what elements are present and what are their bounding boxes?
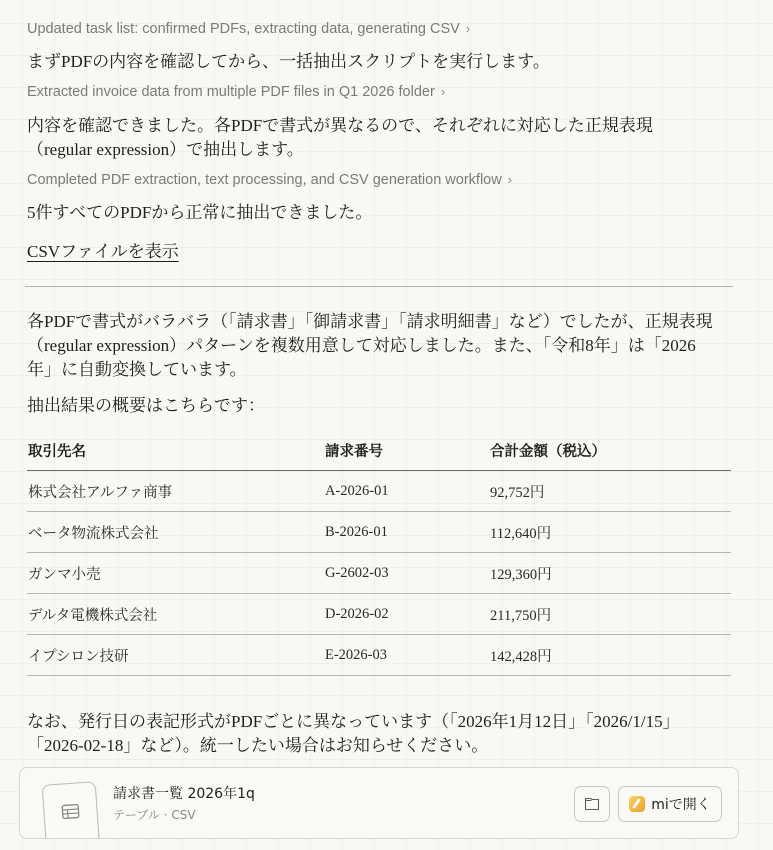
table-row (27, 594, 731, 635)
column-header-client: 取引先名 (27, 430, 324, 471)
cell-total-amount: 142,428円 (489, 635, 731, 676)
message-paragraph: なお、発行日の表記形式がPDFごとに異なっています（「2026年1月12日」「2026/1/15」「2026-02-18」など）。統一したい場合はお知らせください。 (27, 712, 680, 755)
message-paragraph: 各PDFで書式がバラバラ（「請求書」「御請求書」「請求明細書」など）でしたが、正規表現（regular expression）パターンを複数用意して対応しました。また、「令和8年」は「2026年」に自動変換しています。 (27, 312, 713, 379)
message-paragraph: 5件すべてのPDFから正常に抽出できました。 (27, 203, 373, 222)
cell-total-amount: 211,750円 (489, 594, 731, 635)
mi-app-icon (629, 796, 645, 812)
open-in-mi-button[interactable] (618, 786, 722, 822)
table-row (27, 512, 731, 553)
cell-total-amount: 112,640円 (489, 512, 731, 553)
cell-invoice-number: E-2026-03 (324, 635, 489, 676)
table-row (27, 471, 731, 512)
cell-invoice-number: B-2026-01 (324, 512, 489, 553)
table-header-row (27, 430, 731, 471)
table-row (27, 553, 731, 594)
folder-icon (584, 797, 600, 811)
cell-total-amount: 129,360円 (489, 553, 731, 594)
table-row (27, 635, 731, 676)
task-summary-2[interactable] (27, 84, 445, 100)
column-header-invoice-number: 請求番号 (324, 430, 489, 471)
file-attachment-card[interactable] (19, 767, 739, 839)
csv-file-link[interactable]: CSVファイルを表示 (27, 242, 179, 261)
cell-invoice-number: G-2602-03 (324, 553, 489, 594)
open-in-mi-label: miで開く (651, 797, 711, 813)
cell-invoice-number: D-2026-02 (324, 594, 489, 635)
message-paragraph: まずPDFの内容を確認してから、一括抽出スクリプトを実行します。 (27, 52, 550, 71)
column-header-total-amount: 合計金額（税込） (489, 430, 731, 471)
cell-client: デルタ電機株式会社 (27, 594, 324, 635)
divider (25, 286, 733, 287)
cell-invoice-number: A-2026-01 (324, 471, 489, 512)
task-summary-label: Updated task list: confirmed PDFs, extracting data, generating CSV (27, 21, 460, 37)
file-type: テーブル · CSV (113, 808, 196, 822)
chevron-right-icon: › (465, 21, 471, 36)
message-paragraph: 内容を確認できました。各PDFで書式が異なるので、それぞれに対応した正規表現（regular expression）で抽出します。 (27, 116, 653, 159)
chevron-right-icon: › (507, 172, 513, 187)
cell-client: イプシロン技研 (27, 635, 324, 676)
message-paragraph: 抽出結果の概要はこちらです： (27, 396, 265, 415)
task-summary-3[interactable] (27, 172, 512, 188)
file-name: 請求書一覧 2026年1q (113, 786, 255, 802)
cell-client: ベータ物流株式会社 (27, 512, 324, 553)
cell-client: ガンマ小売 (27, 553, 324, 594)
chevron-right-icon: › (440, 84, 446, 99)
task-summary-label: Completed PDF extraction, text processing, and CSV generation workflow (27, 172, 502, 188)
show-in-folder-button[interactable] (574, 786, 610, 822)
cell-client: 株式会社アルファ商事 (27, 471, 324, 512)
file-thumbnail (42, 781, 101, 839)
invoice-summary-table (27, 430, 731, 676)
task-summary-label: Extracted invoice data from multiple PDF files in Q1 2026 folder (27, 84, 435, 100)
task-summary-1[interactable] (27, 21, 470, 37)
cell-total-amount: 92,752円 (489, 471, 731, 512)
table-icon (61, 803, 80, 820)
